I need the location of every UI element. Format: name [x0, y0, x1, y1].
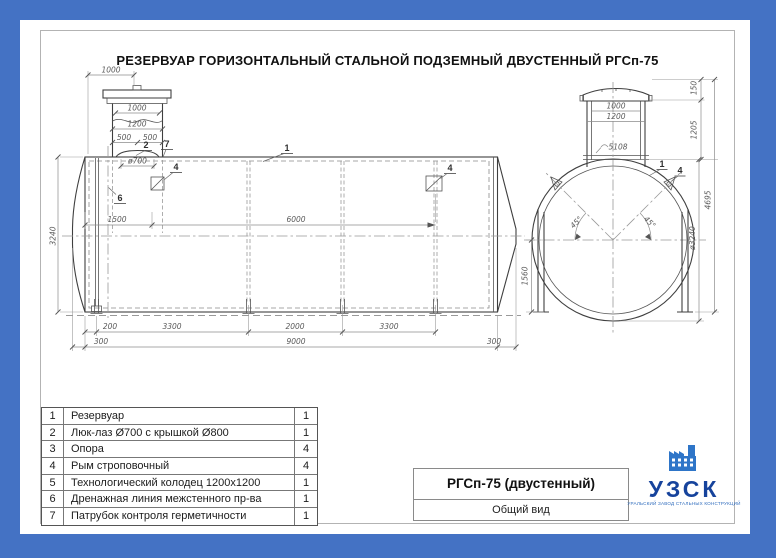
callout-end-tank: 1 [659, 159, 665, 169]
drawing-title: РЕЗЕРВУАР ГОРИЗОНТАЛЬНЫЙ СТАЛЬНОЙ ПОДЗЕМНЫЙ ДВУСТЕННЫЙ РГСп-75 [116, 53, 659, 68]
part-number: 3 [42, 441, 64, 457]
dim-to-well: 1500 [107, 215, 127, 224]
tank-body [85, 157, 498, 312]
dim-manhole: ø700 [128, 156, 147, 166]
parts-table [41, 407, 318, 526]
part-qty: 1 [302, 510, 310, 523]
dim-neck-inner: 1000 [127, 103, 147, 113]
callout-tank: 1 [284, 143, 290, 153]
tank-left-head [73, 157, 86, 312]
dim-total-height: 4695 [703, 190, 713, 210]
dim-span-1: 3300 [162, 322, 182, 331]
callout-manhole: 2 [143, 140, 149, 150]
table-row [42, 475, 317, 492]
dim-cover-height: 150 [689, 80, 699, 96]
dim-head-right: 300 [486, 337, 502, 346]
callout-drain: 6 [117, 193, 123, 203]
end-view [521, 77, 720, 334]
logo-caption: УРАЛЬСКИЙ ЗАВОД СТАЛЬНЫХ КОНСТРУКЦИЙ [627, 501, 741, 506]
dim-angle-right: 45° [641, 214, 658, 231]
dim-span-2: 2000 [285, 322, 305, 331]
part-qty: 4 [302, 443, 310, 456]
callout-nozzle: 7 [164, 139, 170, 149]
part-number: 2 [42, 425, 64, 441]
inner-wall [89, 161, 489, 308]
part-qty: 1 [302, 410, 310, 422]
uzsk-logo [624, 444, 744, 506]
part-name: Опора [64, 441, 295, 457]
dim-angle-left: 45° [568, 214, 585, 231]
table-row [42, 441, 317, 458]
lifting-lug-left [151, 177, 164, 190]
callout-end-lug: 4 [677, 165, 683, 176]
main-view [49, 66, 526, 352]
part-name: Люк-лаз Ø700 с крышкой Ø800 [64, 425, 295, 441]
dim-neck-height: 1205 [689, 120, 699, 140]
part-qty: 4 [302, 460, 310, 473]
table-row [42, 425, 317, 442]
well-cover [103, 90, 171, 98]
drawing-sheet [20, 20, 750, 534]
title-block [413, 468, 629, 521]
callout-lug-left: 4 [173, 162, 179, 172]
table-row [42, 491, 317, 508]
part-qty: 1 [302, 476, 310, 489]
table-row [42, 458, 317, 475]
dim-half-left: 500 [116, 133, 132, 142]
part-name: Дренажная линия межстенного пр-ва [64, 491, 295, 507]
tank-right-head [498, 157, 517, 312]
dim-to-lug: 6000 [286, 215, 306, 224]
part-number: 4 [42, 458, 64, 474]
dim-neck-outer: 1200 [127, 119, 147, 129]
callout-lug-right: 4 [447, 163, 453, 173]
part-name: Патрубок контроля герметичности [64, 508, 295, 525]
supports [91, 299, 442, 314]
part-name: Рым строповочный [64, 458, 295, 474]
part-number: 5 [42, 475, 64, 491]
logo-acronym: УЗСК [648, 476, 720, 502]
dim-half-right: 500 [142, 133, 158, 142]
part-number: 1 [42, 408, 64, 424]
dim-support-offset: 200 [102, 322, 118, 331]
dim-shell-length: 9000 [286, 337, 306, 346]
dim-end-neck-outer: 1200 [606, 112, 626, 121]
table-row [42, 508, 317, 525]
cover-knob [133, 86, 141, 91]
model-name: РГСп-75 (двустенный) [414, 469, 628, 500]
dim-end-diameter: ø3240 [688, 226, 697, 250]
part-number: 7 [42, 508, 64, 525]
end-well-neck [580, 89, 652, 168]
part-qty: 1 [302, 426, 310, 439]
dim-top-neck: 1000 [101, 65, 121, 75]
part-name: Резервуар [64, 408, 295, 424]
drain-line-foot [92, 306, 102, 312]
dim-arc: 5108 [608, 142, 628, 152]
dim-support-height: 1560 [520, 266, 530, 286]
dim-end-neck-inner: 1000 [606, 101, 626, 111]
part-name: Технологический колодец 1200x1200 [64, 475, 295, 491]
part-number: 6 [42, 491, 64, 507]
view-name: Общий вид [492, 504, 550, 516]
dim-span-3: 3300 [379, 322, 399, 331]
part-qty: 1 [302, 493, 310, 506]
table-row [42, 408, 317, 425]
factory-icon [666, 444, 702, 474]
dim-diameter: 3240 [48, 226, 58, 246]
dim-head-left: 300 [93, 337, 109, 346]
